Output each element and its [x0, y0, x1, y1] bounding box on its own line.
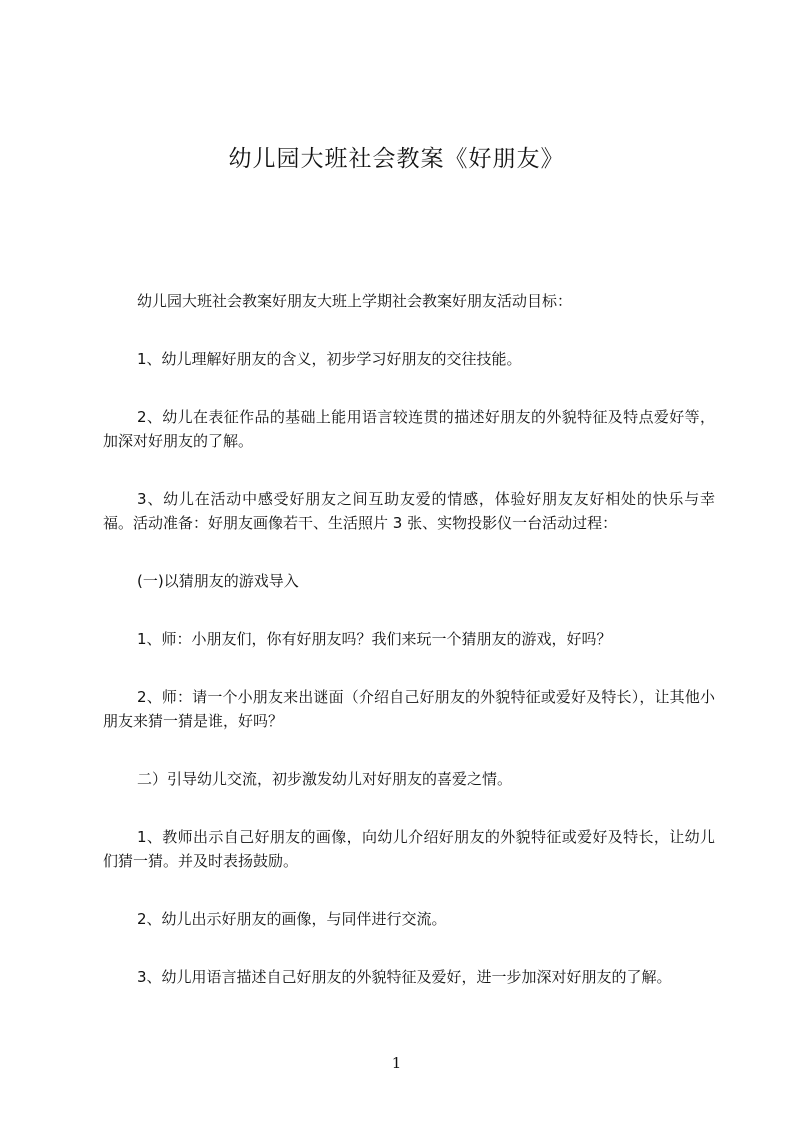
paragraph-objective-1: 1、幼儿理解好朋友的含义，初步学习好朋友的交往技能。 [137, 350, 522, 368]
paragraph-objectives-intro: 幼儿园大班社会教案好朋友大班上学期社会教案好朋友活动目标： [137, 292, 573, 310]
paragraph-step-2-2: 2、幼儿出示好朋友的画像，与同伴进行交流。 [137, 910, 447, 928]
document-body [103, 289, 715, 989]
paragraph-objective-2: 2、幼儿在表征作品的基础上能用语言较连贯的描述好朋友的外貌特征及特点爱好等，加深对好朋友的了解。 [103, 408, 715, 450]
paragraph-step-2-1: 1、教师出示自己好朋友的画像，向幼儿介绍好朋友的外貌特征或爱好及特长，让幼儿们猜一猜。并及时表扬鼓励。 [103, 828, 715, 870]
paragraph-step-1-1: 1、师：小朋友们，你有好朋友吗？我们来玩一个猜朋友的游戏，好吗？ [137, 630, 612, 648]
paragraph-section-2-heading: 二）引导幼儿交流，初步激发幼儿对好朋友的喜爱之情。 [137, 770, 513, 788]
document-title: 幼儿园大班社会教案《好朋友》 [228, 146, 565, 172]
paragraph-section-1-heading: (一)以猜朋友的游戏导入 [137, 572, 299, 590]
page-number: 1 [391, 1054, 402, 1072]
paragraph-step-2-3: 3、幼儿用语言描述自己好朋友的外貌特征及爱好，进一步加深对好朋友的了解。 [137, 968, 672, 986]
paragraph-step-1-2: 2、师：请一个小朋友来出谜面（介绍自己好朋友的外貌特征或爱好及特长），让其他小朋友来猜一猜是谁，好吗？ [103, 688, 715, 730]
paragraph-objective-3: 3、幼儿在活动中感受好朋友之间互助友爱的情感，体验好朋友友好相处的快乐与幸福。活动准备：好朋友画像若干、生活照片 3 张、实物投影仪一台活动过程： [103, 490, 715, 532]
